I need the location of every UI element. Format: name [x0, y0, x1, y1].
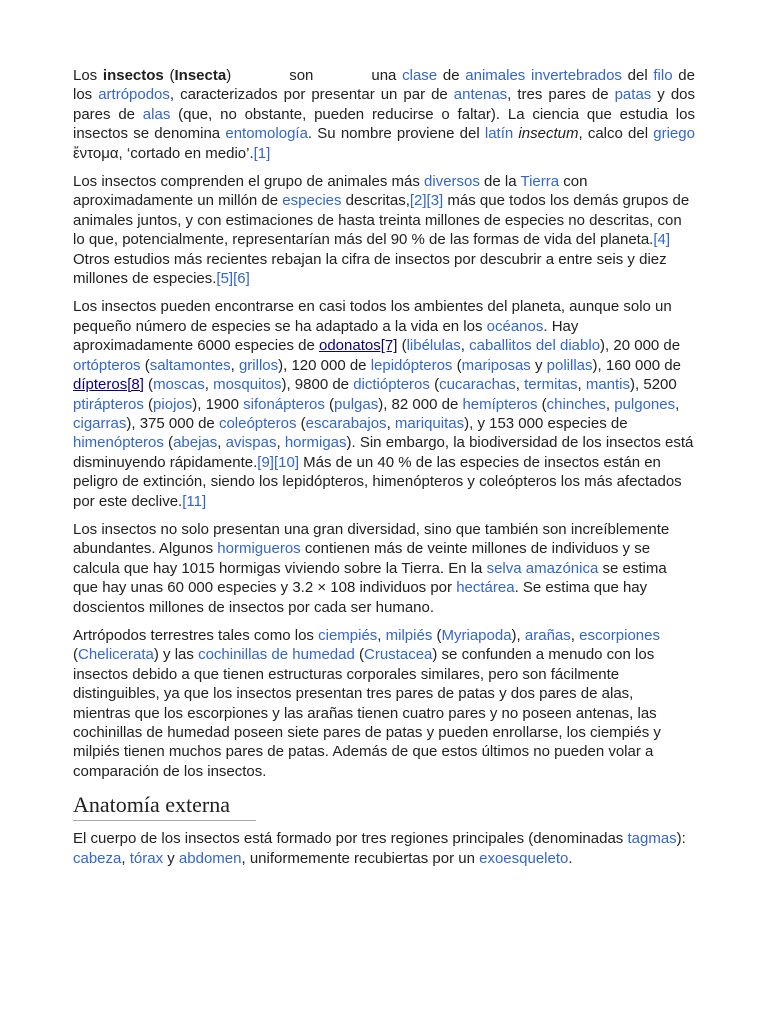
link-moscas[interactable]: moscas: [153, 376, 205, 394]
text: ), 160 000 de: [592, 356, 681, 374]
text: ,: [276, 434, 285, 452]
link-aranas[interactable]: arañas: [524, 626, 571, 644]
text: , caracterizados por presentar un par de: [169, 86, 454, 104]
text: . Hay aproximadamente 6000 especies de: [73, 317, 579, 355]
text: (: [296, 414, 306, 432]
text: ἔντομα, ‘cortado en medio’.: [73, 144, 254, 162]
link-coleopteros[interactable]: coleópteros: [218, 414, 297, 432]
link-tagmas[interactable]: tagmas: [627, 830, 677, 848]
text: Artrópodos terrestres tales como los: [73, 626, 319, 644]
text: (: [143, 395, 154, 413]
text: Los insectos comprenden el grupo de animales más: [73, 173, 425, 191]
text: de los: [73, 67, 695, 104]
text: (: [432, 626, 442, 644]
paragraph-arthropods: [73, 626, 695, 781]
text: y: [163, 849, 179, 867]
link-patas[interactable]: patas: [614, 86, 652, 104]
text: Más de un 40 % de las especies de insectos están en peligro de extinción, siendo los lepidópteros, himenópteros y coleópteros los más afectados por este declive.: [73, 453, 682, 510]
text: se estima que hay unas 60 000 especies y 3.2 × 108 individuos por: [73, 559, 667, 597]
text: ), 1900: [192, 395, 244, 413]
reference-6[interactable]: [6]: [233, 270, 250, 288]
text: (: [324, 395, 335, 413]
link-milpies[interactable]: milpiés: [385, 626, 433, 644]
text: (: [143, 376, 154, 394]
text: ,: [515, 376, 525, 394]
text: (: [452, 356, 462, 374]
link-diversos[interactable]: diversos: [424, 173, 480, 191]
text: ), 20 000 de: [600, 337, 681, 355]
text: ,: [386, 414, 395, 432]
text: de la: [479, 173, 521, 191]
link-odonatos[interactable]: odonatos[7]: [319, 337, 398, 355]
link-lepidopteros[interactable]: lepidópteros: [370, 356, 453, 374]
link-pulgones[interactable]: pulgones: [614, 395, 676, 413]
link-ortopteros[interactable]: ortópteros: [73, 356, 141, 374]
text: ):: [676, 830, 686, 848]
link-myriapoda[interactable]: Myriapoda: [441, 626, 512, 644]
link-mosquitos[interactable]: mosquitos: [213, 376, 282, 394]
link-dipteros[interactable]: dípteros[8]: [73, 376, 144, 394]
link-torax[interactable]: tórax: [129, 849, 164, 867]
section-heading: Anatomía externa: [73, 792, 256, 821]
link-cabeza[interactable]: cabeza: [73, 849, 122, 867]
link-oceanos[interactable]: océanos: [486, 317, 544, 335]
text: . Se estima que hay doscientos millones de insectos por cada ser humano.: [73, 579, 648, 616]
reference-5[interactable]: [5]: [216, 270, 234, 288]
link-ptirapteros[interactable]: ptirápteros: [73, 395, 144, 413]
link-clase[interactable]: clase: [402, 67, 438, 84]
text: ), y 153 000 especies de: [464, 414, 628, 432]
link-libelulas[interactable]: libélulas: [406, 337, 461, 355]
link-hormigas[interactable]: hormigas: [284, 434, 347, 452]
text: ,: [577, 376, 586, 394]
term-insecta: Insecta: [174, 67, 227, 84]
text: ),: [511, 626, 525, 644]
text: ,: [121, 849, 130, 867]
text: (: [163, 434, 174, 452]
link-filo[interactable]: filo: [653, 67, 673, 84]
text: Otros estudios más recientes rebajan la cifra de insectos por descubrir a entre seis y diez millones de especies.: [73, 250, 667, 288]
link-grillos[interactable]: grillos: [238, 356, 279, 374]
paragraph-intro: [73, 66, 695, 163]
link-especies[interactable]: especies: [282, 192, 342, 210]
term-insectos: insectos: [102, 67, 164, 84]
text: ,: [377, 626, 386, 644]
text: ,: [217, 434, 226, 452]
link-abejas[interactable]: abejas: [173, 434, 218, 452]
text: contienen más de veinte millones de individuos y se calcula que hay 1015 hormigas viviendo sobre la Tierra. En la: [73, 540, 651, 577]
text: ,: [460, 337, 470, 355]
reference-2[interactable]: [2]: [409, 192, 427, 210]
article-body: [73, 66, 695, 877]
reference-4[interactable]: [4]: [653, 231, 671, 249]
text: (que, no obstante, pueden reducirse o faltar). La ciencia que estudia los insectos se denomina: [73, 105, 695, 143]
reference-3[interactable]: [3]: [426, 192, 444, 210]
link-polillas[interactable]: polillas: [546, 356, 593, 374]
link-alas[interactable]: alas: [142, 105, 171, 123]
paragraph-habitats: [73, 297, 695, 510]
link-sifonapteros[interactable]: sifonápteros: [243, 395, 325, 413]
reference-1[interactable]: [1]: [253, 144, 271, 162]
text: (: [354, 646, 365, 664]
text: Los: [73, 67, 103, 84]
text: y: [530, 356, 547, 374]
link-abdomen[interactable]: abdomen: [178, 849, 242, 867]
text: del: [621, 67, 654, 84]
link-crustacea[interactable]: Crustacea: [364, 646, 433, 664]
text: ), 120 000 de: [278, 356, 371, 374]
link-dictiopteros[interactable]: dictiópteros: [353, 376, 430, 394]
text: (: [163, 67, 175, 84]
text: , tres pares de: [507, 86, 615, 104]
text: (: [140, 356, 150, 374]
text: . Su nombre proviene del: [307, 125, 485, 143]
link-piojos[interactable]: piojos: [153, 395, 193, 413]
link-mariquitas[interactable]: mariquitas: [394, 414, 465, 432]
text: ,: [605, 395, 615, 413]
link-griego[interactable]: griego: [653, 125, 695, 143]
text: y dos pares de: [73, 86, 695, 123]
link-escorpiones[interactable]: escorpiones: [579, 626, 660, 644]
text: Los insectos pueden encontrarse en casi todos los ambientes del planeta, aunque solo un pequeño número de especies se ha adaptado a la vida en los: [73, 298, 672, 335]
link-mantis[interactable]: mantis: [585, 376, 631, 394]
text: ). Sin embargo, la biodiversidad de los insectos está disminuyendo rápidamente.: [73, 434, 694, 471]
link-chelicerata[interactable]: Chelicerata: [78, 646, 154, 664]
text: , uniformemente recubiertas por un: [241, 849, 480, 867]
text: Los insectos no solo presentan una gran diversidad, sino que también son increíblemente abundantes. Algunos: [73, 520, 670, 558]
link-saltamontes[interactable]: saltamontes: [149, 356, 231, 374]
link-latin[interactable]: latín: [484, 125, 514, 143]
link-chinches[interactable]: chinches: [546, 395, 606, 413]
link-artropodos[interactable]: artrópodos: [98, 86, 170, 104]
text: (: [537, 395, 547, 413]
link-cigarras[interactable]: cigarras: [73, 414, 127, 432]
link-escarabajos[interactable]: escarabajos: [305, 414, 387, 432]
link-himenopteros[interactable]: himenópteros: [73, 434, 164, 452]
text: son: [289, 67, 314, 84]
text: ) y las: [153, 646, 199, 664]
reference-11[interactable]: [11]: [182, 492, 207, 510]
text: con aproximadamente un millón de: [73, 173, 588, 210]
link-antenas[interactable]: antenas: [453, 86, 508, 104]
text: ), 5200: [630, 376, 677, 394]
link-animales-invertebrados[interactable]: animales invertebrados: [465, 67, 622, 84]
link-cochinillas-de-humedad[interactable]: cochinillas de humedad: [198, 646, 355, 664]
text: ,: [230, 356, 239, 374]
text: ,: [570, 626, 580, 644]
term-insectum: insectum: [518, 125, 579, 143]
text: de: [437, 67, 466, 84]
text: El cuerpo de los insectos está formado por tres regiones principales (denominadas: [73, 830, 628, 848]
text: descritas,: [341, 192, 410, 210]
text: ) se confunden a menudo con los insectos debido a que tienen estructuras corporales similares, pero son fácilmente distinguibles, ya que los insectos presentan tres pares de patas y dos pares de alas, mientras que los escorpiones y las arañas tienen cuatro pares y no poseen antenas, las cochinillas de humedad poseen siete pares de patas y pueden enrollarse, los ciempiés y milpiés tienen muchos pares de patas. Además de que estos últimos no pueden volar a comparación de los insectos.: [73, 646, 661, 780]
link-mariposas[interactable]: mariposas: [461, 356, 531, 374]
link-termitas[interactable]: termitas: [524, 376, 578, 394]
text: (: [429, 376, 440, 394]
text: (: [73, 646, 78, 664]
link-cucarachas[interactable]: cucarachas: [439, 376, 516, 394]
paragraph-anatomy: [73, 829, 695, 868]
text: ): [226, 67, 232, 84]
text: ), 9800 de: [281, 376, 354, 394]
text: ), 375 000 de: [126, 414, 219, 432]
link-ciempies[interactable]: ciempiés: [318, 626, 378, 644]
link-entomologia[interactable]: entomología: [225, 125, 308, 143]
link-avispas[interactable]: avispas: [225, 434, 277, 452]
link-hormigueros[interactable]: hormigueros: [217, 540, 301, 558]
reference-10[interactable]: [10]: [273, 453, 299, 471]
text: (: [397, 337, 407, 355]
link-hemipteros[interactable]: hemípteros: [462, 395, 538, 413]
reference-9[interactable]: [9]: [257, 453, 274, 471]
link-pulgas[interactable]: pulgas: [334, 395, 379, 413]
paragraph-abundance: [73, 520, 695, 617]
text: más que todos los demás grupos de animales juntos, y con estimaciones de hasta treinta millones de especies no descritas, con lo que, potencialmente, representarían más del 90 % de las formas de vida del planeta.: [73, 192, 690, 249]
text: ,: [675, 395, 680, 413]
link-selva-amazonica[interactable]: selva amazónica: [486, 559, 599, 577]
text: ,: [204, 376, 214, 394]
text: ), 82 000 de: [378, 395, 463, 413]
text: .: [568, 849, 573, 867]
link-tierra[interactable]: Tierra: [520, 173, 560, 191]
link-caballitos-del-diablo[interactable]: caballitos del diablo: [469, 337, 601, 355]
link-exoesqueleto[interactable]: exoesqueleto: [479, 849, 569, 867]
paragraph-diversity: [73, 172, 695, 288]
link-hectarea[interactable]: hectárea: [456, 579, 515, 597]
text: una: [371, 67, 403, 84]
text: , calco del: [578, 125, 654, 143]
